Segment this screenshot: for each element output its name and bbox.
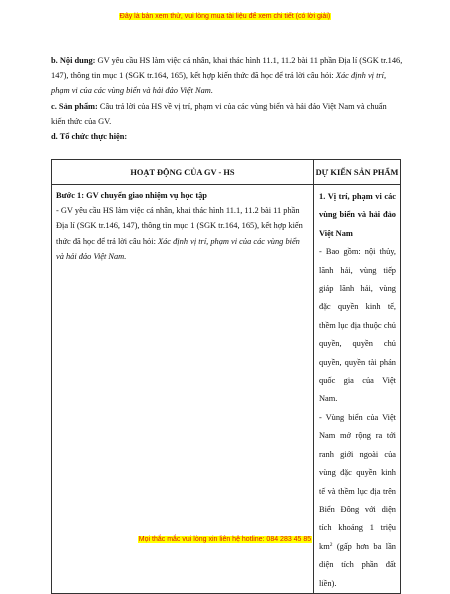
organization-heading xyxy=(51,129,403,144)
step-text: - GV yêu cầu HS làm việc cá nhân, khai thác hình 11.1, 11.2 bài 11 phần Địa lí (SGK tr.146, 147), thông tin mục 1 (SGK tr.164, 165), kết hợp kiến thức đã học để trả lời câu hỏi: xyxy=(56,206,303,246)
table-header-row xyxy=(52,160,401,185)
product-text-block xyxy=(319,188,396,593)
step-title: Bước 1: GV chuyển giao nhiệm vụ học tập xyxy=(56,191,207,200)
expected-product-header: DỰ KIẾN SẢN PHẨM xyxy=(314,160,401,185)
preview-banner-text: Đây là bản xem thử, vui lòng mua tài liệu để xem chi tiết (có lời giải) xyxy=(119,13,331,20)
product-item-2-text: - Vùng biển của Việt Nam mở rộng ra tới ranh giới ngoài của vùng đặc quyền kinh tế và thềm lục địa trên Biển Đông với diện tích khoảng 1 triệu km xyxy=(319,412,396,551)
hotline-text: Mọi thắc mắc vui lòng xin liên hệ hotline: 084 283 45 85 xyxy=(138,536,312,543)
lesson-content xyxy=(51,53,403,144)
contact-footer xyxy=(0,536,450,543)
activity-text xyxy=(56,188,309,264)
product-item-2-tail: (gấp hơn ba lần diện tích phần đất liền). xyxy=(319,541,396,588)
activity-cell xyxy=(52,185,314,594)
product-item-1: - Bao gồm: nội thủy, lãnh hải, vùng tiếp giáp lãnh hải, vùng đặc quyền kinh tế, thềm lục địa thuộc chủ quyền, quyền chủ quyền, quyền tài phán quốc gia của Việt Nam. xyxy=(319,247,396,404)
content-text: GV yêu cầu HS làm việc cá nhân, khai thác hình 11.1, 11.2 bài 11 phần Địa lí (SGK tr.146, 147), thông tin mục 1 (SGK tr.164, 165), kết hợp kiến thức đã học để trả lời câu hỏi: xyxy=(51,56,403,81)
superscript-two: 2 xyxy=(329,541,333,548)
product-item-2 xyxy=(319,409,396,593)
content-question: Xác định vị trí, phạm vi của các vùng biển và hải đảo Việt Nam. xyxy=(51,71,387,96)
product-text: Câu trả lời của HS về vị trí, phạm vi của các vùng biển và hải đảo Việt Nam và chuẩn kiến thức của GV. xyxy=(51,101,387,126)
content-paragraph xyxy=(51,53,403,99)
step-description xyxy=(56,203,309,264)
product-label: c. Sản phẩm: xyxy=(51,101,98,111)
activity-table xyxy=(51,159,401,594)
content-label: b. Nội dung: xyxy=(51,56,96,65)
product-cell xyxy=(314,185,401,594)
product-paragraph xyxy=(51,99,403,129)
step-question: Xác định vị trí, phạm vi của các vùng biển và hải đảo Việt Nam. xyxy=(56,236,300,261)
preview-banner xyxy=(0,13,450,20)
product-heading: 1. Vị trí, phạm vi các vùng biển và hải đảo Việt Nam xyxy=(319,192,396,238)
table-row xyxy=(52,185,401,594)
organization-heading-text: d. Tổ chức thực hiện: xyxy=(51,132,128,142)
teacher-student-activity-header: HOẠT ĐỘNG CỦA GV - HS xyxy=(52,160,314,185)
